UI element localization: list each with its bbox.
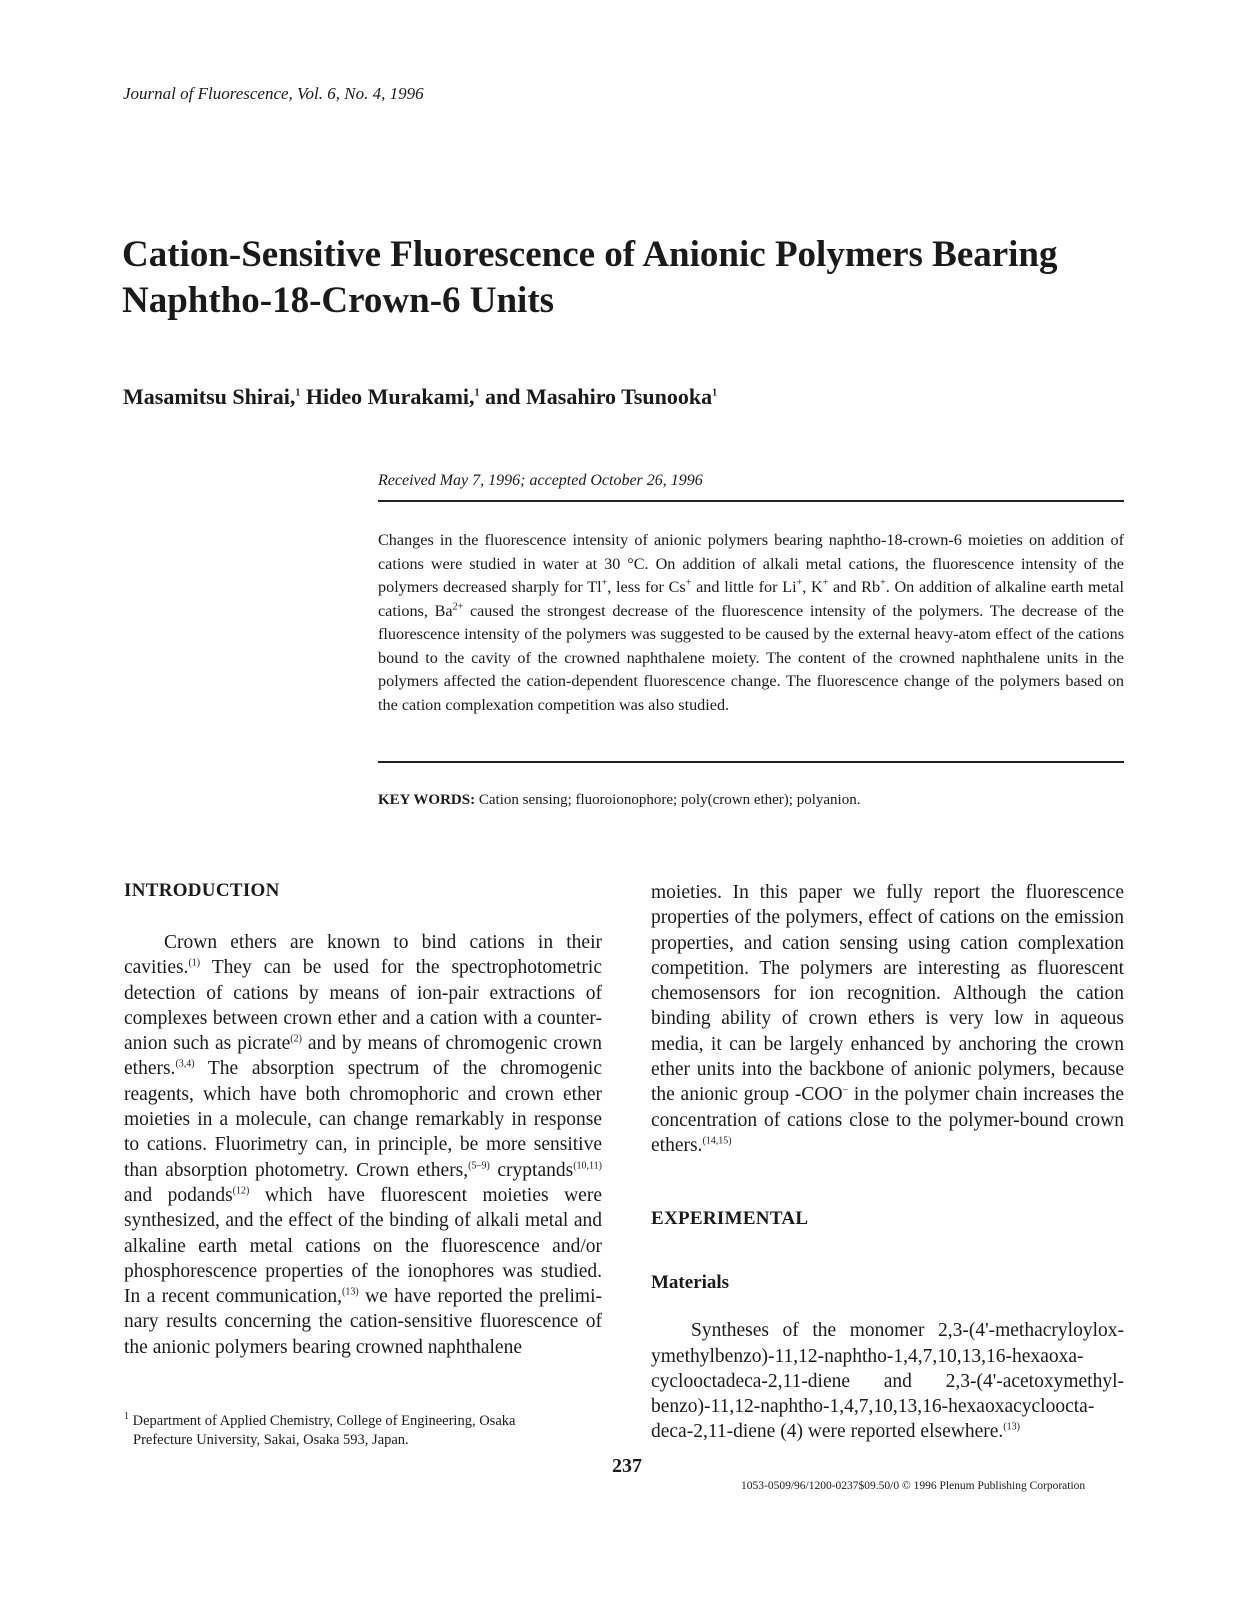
paper-title: [122, 232, 1122, 324]
key-words-label: KEY WORDS:: [378, 792, 476, 808]
introduction-continuation: moieties. In this paper we fully report the fluorescence properties of the polymers, effect of cations on the emission properties, and cation sensing using cation complexation competition. The polymers are interesting as fluorescent chemosensors for ion recognition. Although the cation binding ability of crown ethers is very low in aqueous media, it can be largely enhanced by anchoring the crown ether units into the backbone of anionic polymers, because the anionic group -COO− in the polymer chain increases the concentration of cations close to the polymer-bound crown ethers.$^{(14,15)}$: [651, 882, 1124, 1156]
citation: (12): [232, 1185, 250, 1197]
key-words: [378, 792, 860, 809]
section-heading-introduction: INTRODUCTION: [124, 880, 280, 901]
author-2: Hideo Murakami,: [305, 384, 475, 409]
affiliation-mark: 1: [474, 387, 480, 399]
footnote-mark: 1: [124, 1411, 129, 1423]
footnote-line-2: Prefecture University, Sakai, Osaka 593, Japan.: [133, 1432, 409, 1448]
abstract: Changes in the fluorescence intensity of anionic polymers bearing naphtho-18-crown-6 moieties on addition of cations were studied in water at 30 °C. On addition of alkali metal cations, the fluorescence intensity of the polymers decreased sharply for Tl+, less for Cs+ and little for Li+, K+ and Rb+. On addition of alkaline earth metal cations, $Ba^{2+}$ caused the strongest decrease of the fluorescence intensity of the polymers. The decrease of the fluorescence intensity of the polymers was suggested to be caused by the external heavy-atom effect of the cations bound to the cavity of the crowned naphthalene moiety. The content of the crowned naphthalene units in the polymers affected the cation-dependent fluorescence change. The fluorescence change of the polymers based on the cation complexation competition was also studied.: [378, 531, 1124, 714]
author-list: [123, 384, 717, 410]
page-number: 237: [612, 1455, 642, 1477]
citation: (14,15): [702, 1135, 732, 1147]
citation: (13): [342, 1286, 359, 1298]
right-column: [651, 880, 1124, 1445]
section-heading-experimental: EXPERIMENTAL: [651, 1208, 809, 1230]
affiliation-mark: 1: [295, 387, 301, 399]
citation: (3,4): [175, 1058, 195, 1070]
author-3: Masahiro Tsunooka: [526, 384, 713, 409]
author-1: Masamitsu Shirai,: [123, 384, 296, 409]
left-column: [124, 880, 602, 1360]
citation: (1): [188, 957, 201, 969]
citation: (10,11): [573, 1160, 602, 1172]
citation: (5–9): [468, 1160, 490, 1172]
copyright-line: 1053-0509/96/1200-0237$09.50/0 © 1996 Plenum Publishing Corporation: [741, 1480, 1086, 1492]
author-conjunction: and: [485, 384, 521, 409]
citation: (2): [290, 1033, 302, 1045]
citation: (13): [1003, 1421, 1020, 1433]
title-line-2: Naphtho-18-Crown-6 Units: [122, 280, 555, 321]
abstract-top-rule: [378, 500, 1124, 502]
key-words-text: Cation sensing; fluoroionophore; poly(crown ether); polyanion.: [478, 792, 861, 808]
journal-citation: Journal of Fluorescence, Vol. 6, No. 4, 1996: [123, 84, 424, 103]
affiliation-footnote: [124, 1412, 602, 1450]
footnote-line-1: Department of Applied Chemistry, College of Engineering, Osaka: [132, 1413, 516, 1429]
materials-paragraph: Syntheses of the monomer 2,3-(4'-methacryloyloxymethylbenzo)-11,12-naphtho-1,4,7,10,13,16-hexaoxacyclooctadeca-2,11-diene and 2,3-(4'-acetoxymethylbenzo)-11,12-naphtho-1,4,7,10,13,16-hexaoxacyclooctadeca-2,11-diene (4) were reported elsewhere.$^{(13)}$: [651, 1320, 1124, 1443]
title-line-1: Cation-Sensitive Fluorescence of Anionic Polymers Bearing: [122, 234, 1058, 275]
affiliation-mark: 1: [712, 387, 718, 399]
introduction-paragraph: Crown ethers are known to bind cations in their cavities.$^{(1)}$ They can be used for the spectrophotometric detection of cations by means of ion-pair extractions of complexes between crown ether and a cation with a counter-anion such as picrate$^{(2)}$ and by means of chromogenic crown ethers.$^{(3,4)}$ The absorption spectrum of the chromogenic reagents, which have both chromophoric and crown ether moieties in a molecule, can change remarkably in response to cations. Fluorimetry can, in principle, be more sensitive than absorption photometry. Crown ethers,$^{(5-9)}$ cryptands$^{(10,11)}$ and podands$^{(12)}$ which have fluorescent moieties were synthesized, and the effect of the binding of alkali metal and alkaline earth metal cations on the fluorescence and/or phosphorescence properties of the ionophores was studied. In a recent communication,$^{(13)}$ we have reported the preliminary results concerning the cation-sensitive fluorescence of the anionic polymers bearing crowned naphthalene: [124, 932, 602, 1358]
subsection-heading-materials: Materials: [651, 1272, 730, 1294]
received-dates: Received May 7, 1996; accepted October 26, 1996: [378, 472, 703, 489]
abstract-bottom-rule: [378, 761, 1124, 763]
